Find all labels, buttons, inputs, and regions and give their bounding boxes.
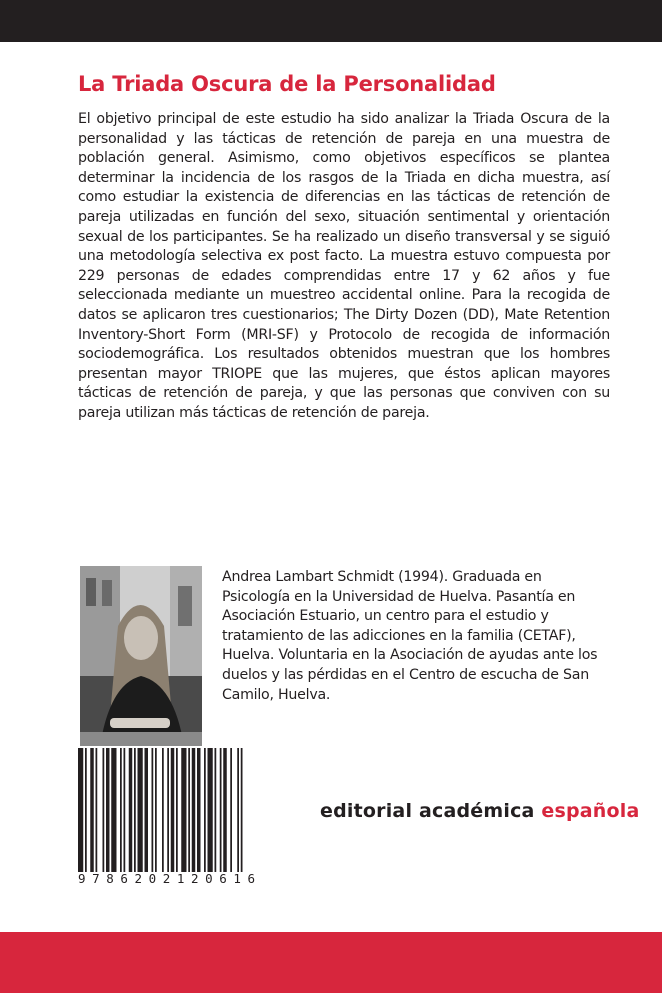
barcode-bar [215, 748, 217, 872]
barcode-bar [162, 748, 164, 872]
barcode-bar [138, 748, 143, 872]
barcode-bar [78, 748, 83, 872]
author-photo [80, 566, 202, 746]
barcode-bar [237, 748, 239, 872]
barcode [78, 748, 306, 872]
barcode-bar [152, 748, 154, 872]
isbn-number: 9786202120616 [78, 871, 262, 886]
barcode-bar [103, 748, 105, 872]
barcode-bar [167, 748, 169, 872]
barcode-bar [241, 748, 243, 872]
barcode-bar [124, 748, 126, 872]
barcode-bar [155, 748, 157, 872]
barcode-bar [111, 748, 116, 872]
barcode-bar [230, 748, 232, 872]
barcode-bar [181, 748, 186, 872]
barcode-bar [188, 748, 190, 872]
barcode-bar [106, 748, 110, 872]
barcode-bar [171, 748, 175, 872]
barcode-bar [220, 748, 222, 872]
top-dark-band [0, 0, 662, 42]
author-bio: Andrea Lambart Schmidt (1994). Graduada en Psicología en la Universidad de Huelva. Pasantía en Asociación Estuario, un centro para el estudio y tratamiento de las adicciones en la familia (CETAF), Huelva. Voluntaria en la Asociación de ayudas ante los duelos y las pérdidas en el Centro de escucha de San Camilo, Huelva. [222, 569, 598, 703]
publisher-logo [320, 800, 640, 822]
barcode-bar [176, 748, 178, 872]
barcode-bar [145, 748, 149, 872]
barcode-bar [85, 748, 87, 872]
bottom-red-band [0, 932, 662, 993]
barcode-bar [192, 748, 196, 872]
barcode-bar [208, 748, 213, 872]
barcode-bar [129, 748, 133, 872]
barcode-bar [204, 748, 206, 872]
publisher-name: editorial académica [320, 800, 542, 822]
barcode-bar [134, 748, 136, 872]
barcode-bar [223, 748, 227, 872]
barcode-bar [90, 748, 94, 872]
book-title: La Triada Oscura de la Personalidad [78, 72, 496, 96]
publisher-name-accent: española [541, 800, 640, 822]
barcode-bar [96, 748, 98, 872]
barcode-bar [120, 748, 122, 872]
book-abstract: El objetivo principal de este estudio ha sido analizar la Triada Oscura de la personalidad y las tácticas de retención de pareja en una muestra de población general. Asimismo, como objetivos específicos se plantea determinar la incidencia de los rasgos de la Triada en dicha muestra, así como estudiar la existencia de diferencias en las tácticas de retención de pareja utilizadas en función del sexo, situación sentimental y orientación sexual de los participantes. Se ha realizado un diseño transversal y se siguió una metodología selectiva ex post facto. La muestra estuvo compuesta por 229 personas de edades comprendidas entre 17 y 62 años y fue seleccionada mediante un muestreo accidental online. Para la recogida de datos se aplicaron tres cuestionarios; The Dirty Dozen (DD), Mate Retention Inventory-Short Form (MRI-SF) y Protocolo de recogida de información sociodemográfica. Los resultados obtenidos muestran que los hombres presentan mayor TRIOPE que las mujeres, que éstos aplican mayores tácticas de retención de pareja, y que las personas que conviven con su pareja utilizan más tácticas de retención de pareja. [78, 111, 610, 421]
barcode-bar [197, 748, 201, 872]
